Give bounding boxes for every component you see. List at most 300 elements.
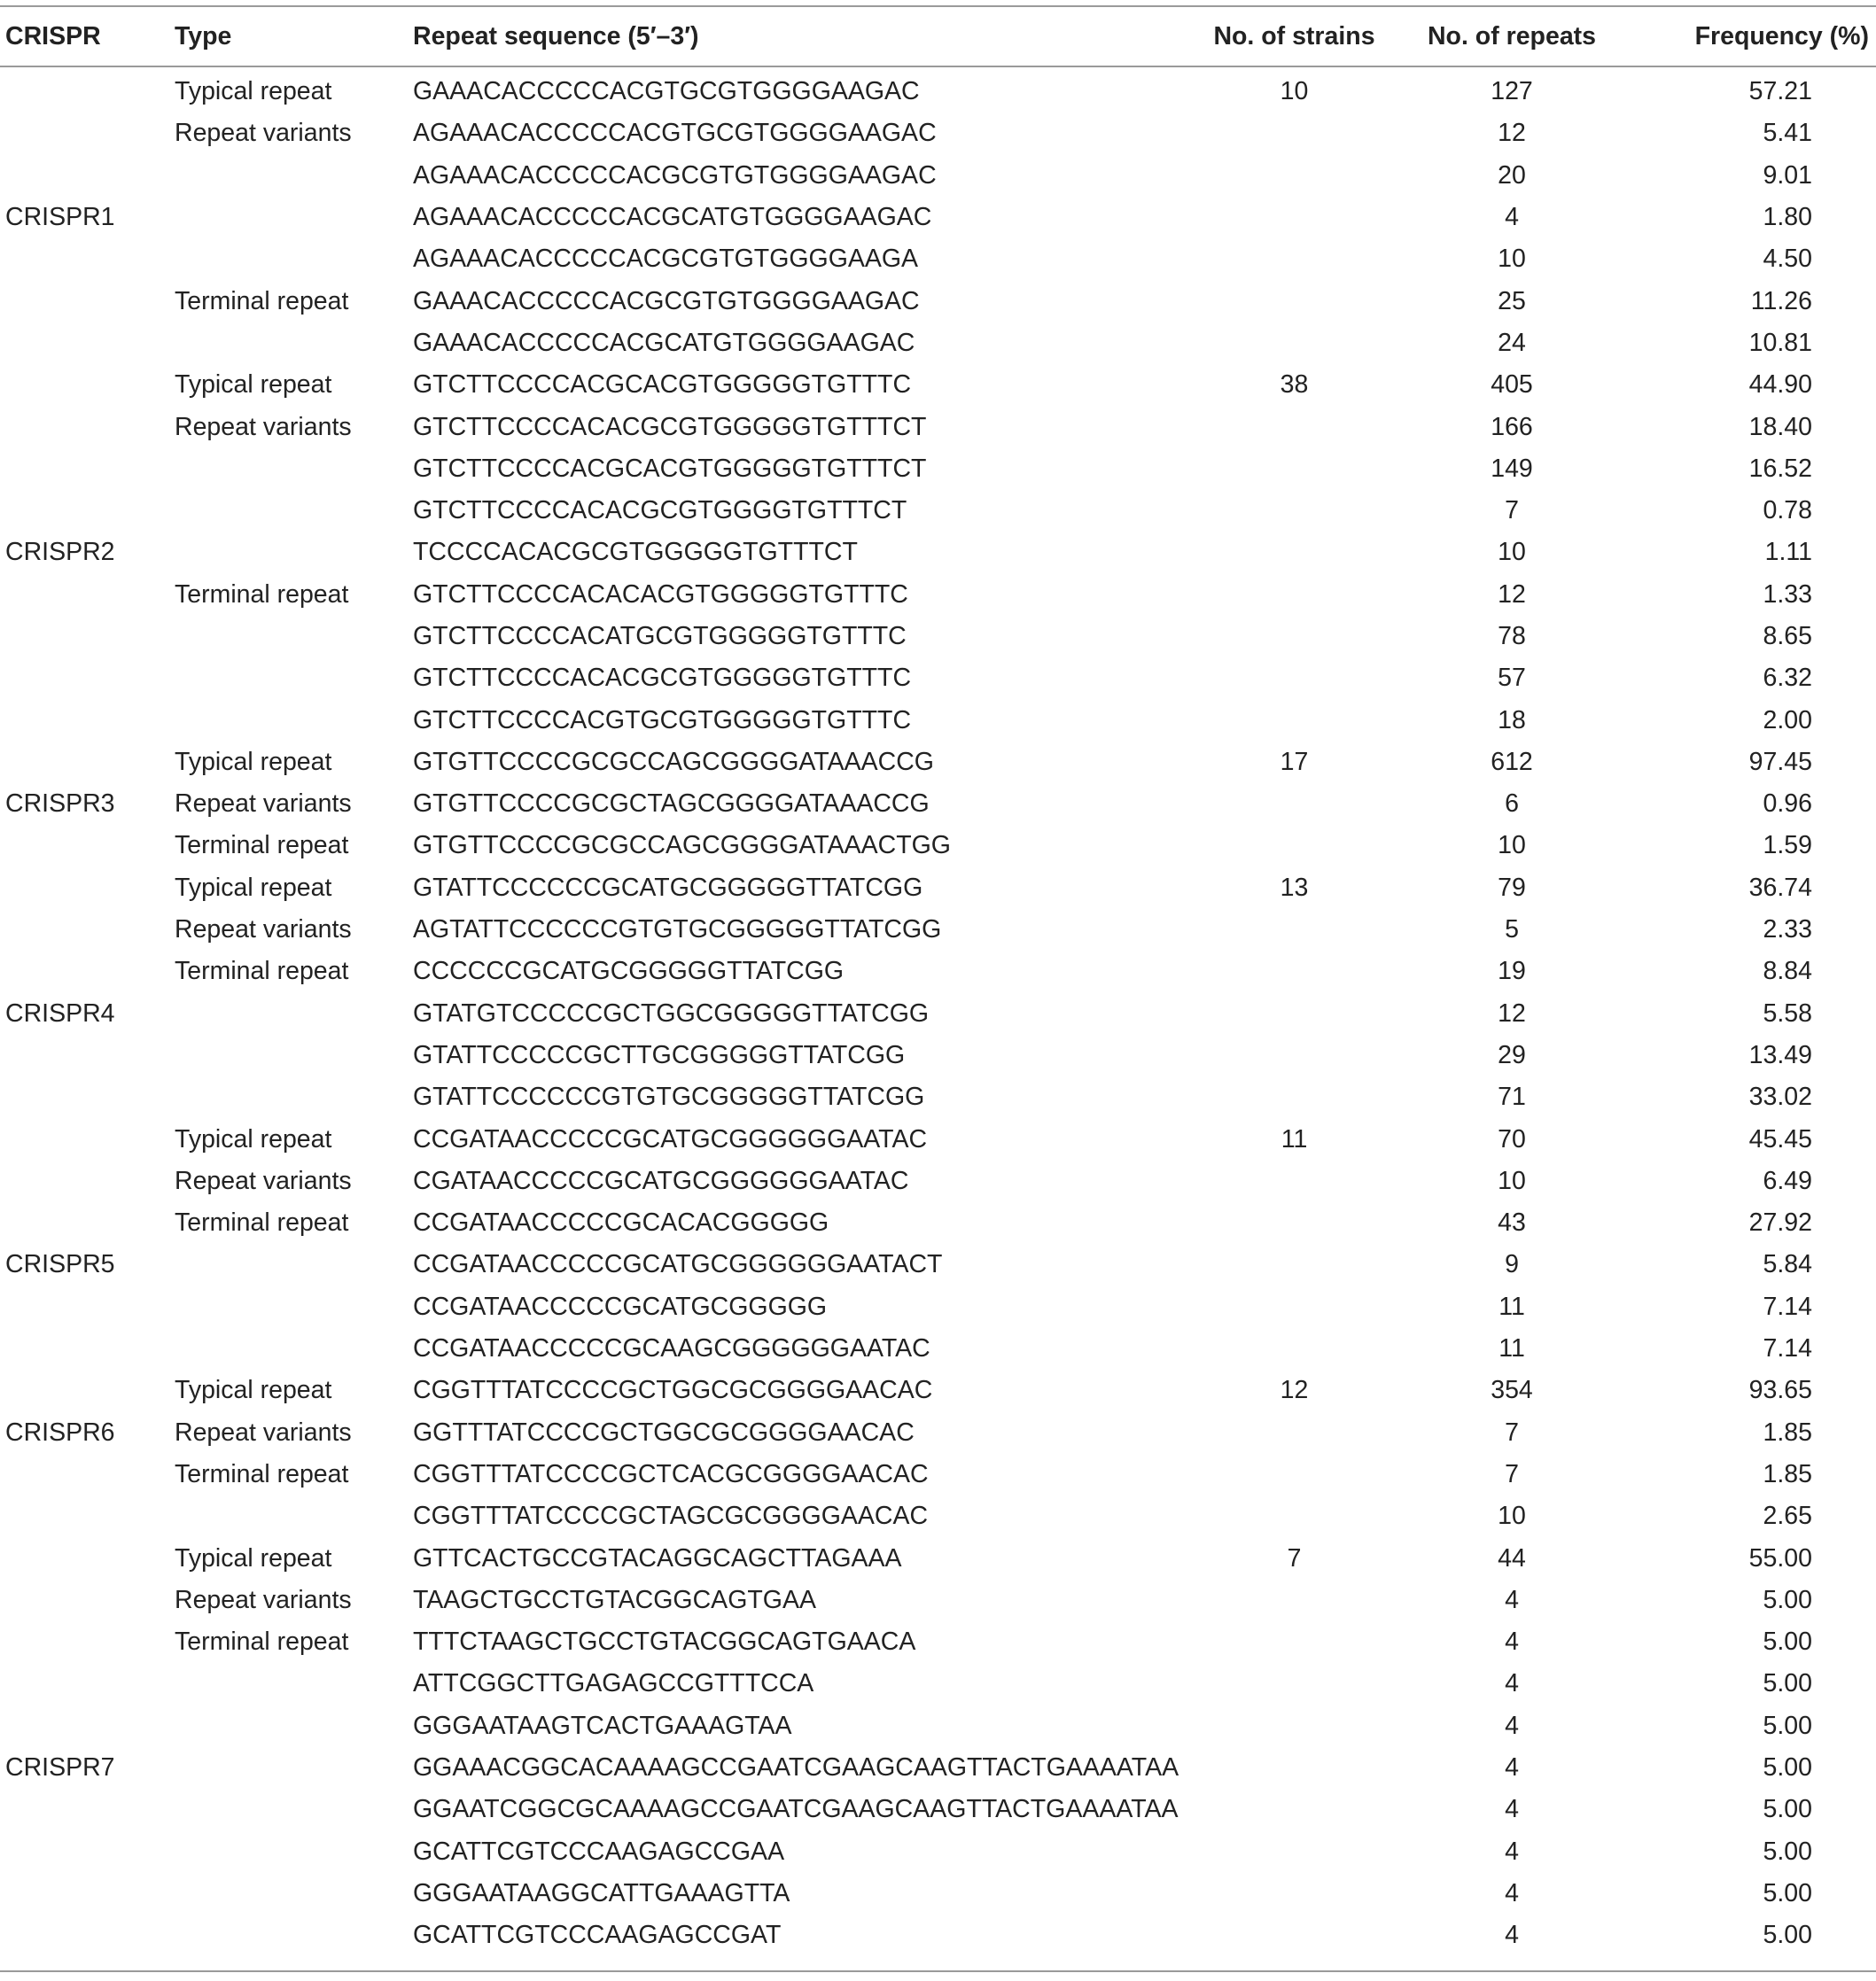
table-row xyxy=(0,322,1876,364)
cell-type xyxy=(175,1747,413,1789)
cell-repeats: 354 xyxy=(1491,1376,1533,1405)
cell-frequency: 6.49 xyxy=(1763,1166,1812,1195)
cell-type xyxy=(175,1873,413,1915)
table-row xyxy=(0,699,1876,741)
cell-frequency: 2.33 xyxy=(1763,915,1812,944)
cell-sequence: GGGAATAAGGCATTGAAAGTTA xyxy=(413,1878,790,1907)
cell-strains xyxy=(1186,1830,1403,1872)
cell-repeats: 4 xyxy=(1505,1921,1519,1950)
cell-repeats: 25 xyxy=(1498,286,1526,315)
cell-repeats: 71 xyxy=(1498,1083,1526,1112)
cell-type: Typical repeat xyxy=(175,873,332,902)
cell-repeats: 7 xyxy=(1505,1459,1519,1488)
cell-crispr xyxy=(0,71,175,113)
cell-repeats: 11 xyxy=(1498,1334,1525,1363)
cell-repeats: 70 xyxy=(1498,1124,1526,1154)
cell-sequence: AGTATTCCCCCCGTGTGCGGGGGTTATCGG xyxy=(413,915,942,944)
table-row xyxy=(0,742,1876,783)
cell-sequence: GTCTTCCCCACACGCGTGGGGGTGTTTC xyxy=(413,664,912,693)
cell-strains xyxy=(1186,113,1403,154)
cell-type xyxy=(175,1035,413,1076)
cell-crispr xyxy=(0,1118,175,1160)
cell-type xyxy=(175,1789,413,1830)
table-row xyxy=(0,1830,1876,1872)
cell-strains xyxy=(1186,1915,1403,1956)
cell-sequence: GTTCACTGCCGTACAGGCAGCTTAGAAA xyxy=(413,1543,902,1573)
cell-repeats: 6 xyxy=(1505,789,1519,819)
cell-repeats: 44 xyxy=(1498,1543,1526,1573)
cell-type: Repeat variants xyxy=(175,1585,352,1614)
cell-strains xyxy=(1186,1412,1403,1454)
cell-sequence: CGATAACCCCCGCATGCGGGGGGAATAC xyxy=(413,1166,909,1195)
table-row xyxy=(0,909,1876,951)
cell-strains xyxy=(1186,155,1403,197)
cell-sequence: TAAGCTGCCTGTACGGCAGTGAA xyxy=(413,1585,816,1614)
cell-type: Terminal repeat xyxy=(175,286,349,315)
col-header-type: Type xyxy=(175,22,232,50)
cell-repeats: 10 xyxy=(1498,538,1526,567)
cell-sequence: CCGATAACCCCCGCATGCGGGGGGAATAC xyxy=(413,1124,928,1154)
cell-crispr xyxy=(0,616,175,657)
cell-type xyxy=(175,197,413,238)
table-row xyxy=(0,1202,1876,1244)
cell-sequence: GTCTTCCCCACACACGTGGGGGTGTTTC xyxy=(413,579,908,609)
cell-repeats: 10 xyxy=(1498,1166,1526,1195)
cell-sequence: GCATTCGTCCCAAGAGCCGAA xyxy=(413,1837,785,1866)
cell-sequence: CCGATAACCCCCGCAAGCGGGGGGAATAC xyxy=(413,1334,930,1363)
col-header-frequency: Frequency (%) xyxy=(1694,22,1869,50)
cell-repeats: 5 xyxy=(1505,915,1519,944)
cell-sequence: GAAACACCCCCACGCATGTGGGGAAGAC xyxy=(413,328,915,357)
table-body xyxy=(0,66,1876,1956)
cell-type xyxy=(175,490,413,532)
cell-crispr xyxy=(0,1580,175,1621)
table-row xyxy=(0,616,1876,657)
cell-repeats: 149 xyxy=(1491,454,1533,483)
cell-sequence: GAAACACCCCCACGTGCGTGGGGAAGAC xyxy=(413,77,920,106)
cell-sequence: GTATTCCCCCCGTGTGCGGGGGTTATCGG xyxy=(413,1083,925,1112)
table-row xyxy=(0,1244,1876,1286)
col-header-crispr: CRISPR xyxy=(5,22,101,50)
cell-repeats: 29 xyxy=(1498,1040,1526,1069)
cell-strains xyxy=(1186,1454,1403,1495)
cell-sequence: GAAACACCCCCACGCGTGTGGGGAAGAC xyxy=(413,286,920,315)
cell-crispr xyxy=(0,1495,175,1537)
bottom-rule xyxy=(0,1970,1876,1972)
cell-type: Terminal repeat xyxy=(175,957,349,986)
cell-frequency: 10.81 xyxy=(1748,328,1812,357)
cell-type xyxy=(175,1328,413,1370)
cell-repeats: 78 xyxy=(1498,622,1526,650)
cell-frequency: 2.65 xyxy=(1763,1502,1812,1531)
cell-sequence: CGGTTTATCCCCGCTCACGCGGGGAACAC xyxy=(413,1459,929,1488)
cell-type: Terminal repeat xyxy=(175,1628,349,1657)
table-row xyxy=(0,1747,1876,1789)
cell-crispr xyxy=(0,1035,175,1076)
table-header xyxy=(0,8,1876,66)
table-row xyxy=(0,951,1876,992)
table-row xyxy=(0,1621,1876,1663)
cell-strains xyxy=(1186,322,1403,364)
col-header-strains: No. of strains xyxy=(1213,22,1375,50)
cell-strains: 11 xyxy=(1281,1124,1308,1154)
cell-crispr xyxy=(0,1830,175,1872)
cell-crispr xyxy=(0,742,175,783)
cell-repeats: 4 xyxy=(1505,1628,1519,1657)
cell-repeats: 10 xyxy=(1498,1502,1526,1531)
cell-crispr xyxy=(0,1873,175,1915)
cell-strains xyxy=(1186,783,1403,825)
top-rule xyxy=(0,5,1876,7)
cell-sequence: CCGATAACCCCCGCATGCGGGGGGAATACT xyxy=(413,1250,943,1279)
cell-frequency: 5.84 xyxy=(1763,1250,1812,1279)
cell-frequency: 18.40 xyxy=(1748,412,1812,441)
table-row xyxy=(0,825,1876,866)
cell-repeats: 24 xyxy=(1498,328,1526,357)
cell-strains xyxy=(1186,490,1403,532)
table-row xyxy=(0,783,1876,825)
cell-strains xyxy=(1186,1705,1403,1747)
cell-strains xyxy=(1186,699,1403,741)
cell-type xyxy=(175,1705,413,1747)
cell-strains xyxy=(1186,1202,1403,1244)
cell-crispr xyxy=(0,1915,175,1956)
cell-frequency: 13.49 xyxy=(1748,1040,1812,1069)
cell-sequence: AGAAACACCCCCACGCGTGTGGGGAAGAC xyxy=(413,160,937,190)
cell-sequence: GTCTTCCCCACGCACGTGGGGGTGTTTC xyxy=(413,370,912,400)
cell-strains xyxy=(1186,993,1403,1035)
cell-type xyxy=(175,1076,413,1118)
cell-type xyxy=(175,616,413,657)
cell-frequency: 93.65 xyxy=(1748,1376,1812,1405)
table-row xyxy=(0,1118,1876,1160)
cell-frequency: 5.00 xyxy=(1763,1628,1812,1657)
cell-sequence: GTCTTCCCCACGTGCGTGGGGGTGTTTC xyxy=(413,705,912,734)
cell-repeats: 4 xyxy=(1505,1711,1519,1740)
cell-sequence: GTGTTCCCCGCGCCAGCGGGGATAAACCG xyxy=(413,747,934,776)
table-row xyxy=(0,1286,1876,1328)
cell-frequency: 5.00 xyxy=(1763,1795,1812,1824)
cell-sequence: CCGATAACCCCCGCATGCGGGGG xyxy=(413,1292,828,1321)
cell-crispr xyxy=(0,951,175,992)
cell-strains xyxy=(1186,616,1403,657)
cell-sequence: CCCCCCGCATGCGGGGGTTATCGG xyxy=(413,957,845,986)
cell-type: Terminal repeat xyxy=(175,579,349,609)
cell-sequence: GTGTTCCCCGCGCCAGCGGGGATAAACTGG xyxy=(413,831,951,860)
cell-crispr xyxy=(0,1076,175,1118)
table-row xyxy=(0,1076,1876,1118)
table-row xyxy=(0,113,1876,154)
table-row xyxy=(0,1915,1876,1956)
cell-strains xyxy=(1186,1244,1403,1286)
table-row xyxy=(0,406,1876,447)
cell-crispr xyxy=(0,1161,175,1202)
cell-type: Repeat variants xyxy=(175,119,352,148)
cell-repeats: 612 xyxy=(1491,747,1533,776)
cell-repeats: 79 xyxy=(1498,873,1526,902)
cell-crispr xyxy=(0,1621,175,1663)
cell-frequency: 16.52 xyxy=(1748,454,1812,483)
table-row xyxy=(0,364,1876,406)
cell-crispr xyxy=(0,1454,175,1495)
cell-repeats: 18 xyxy=(1498,705,1526,734)
cell-repeats: 405 xyxy=(1491,370,1533,400)
cell-repeats: 12 xyxy=(1498,998,1526,1028)
cell-type xyxy=(175,448,413,490)
cell-strains xyxy=(1186,951,1403,992)
table-row xyxy=(0,993,1876,1035)
table-row xyxy=(0,238,1876,280)
cell-frequency: 33.02 xyxy=(1748,1083,1812,1112)
cell-frequency: 0.78 xyxy=(1763,496,1812,525)
table-row xyxy=(0,155,1876,197)
cell-crispr xyxy=(0,1328,175,1370)
cell-frequency: 5.00 xyxy=(1763,1669,1812,1698)
cell-sequence: GGGAATAAGTCACTGAAAGTAA xyxy=(413,1711,792,1740)
cell-repeats: 57 xyxy=(1498,664,1526,693)
cell-strains xyxy=(1186,1621,1403,1663)
cell-sequence: AGAAACACCCCCACGTGCGTGGGGAAGAC xyxy=(413,119,937,148)
cell-frequency: 7.14 xyxy=(1763,1292,1812,1321)
table-row xyxy=(0,1873,1876,1915)
cell-sequence: GGTTTATCCCCGCTGGCGCGGGGAACAC xyxy=(413,1418,915,1447)
cell-type: Typical repeat xyxy=(175,370,332,400)
cell-strains xyxy=(1186,1789,1403,1830)
cell-frequency: 7.14 xyxy=(1763,1334,1812,1363)
cell-repeats: 7 xyxy=(1505,1418,1519,1447)
cell-strains xyxy=(1186,1580,1403,1621)
cell-frequency: 44.90 xyxy=(1748,370,1812,400)
cell-crispr: CRISPR4 xyxy=(5,998,115,1028)
cell-strains: 12 xyxy=(1280,1376,1309,1405)
crispr-repeat-table xyxy=(0,8,1876,1956)
cell-strains xyxy=(1186,1161,1403,1202)
table-row xyxy=(0,532,1876,573)
cell-sequence: CCGATAACCCCCGCACACGGGGG xyxy=(413,1208,829,1238)
cell-strains xyxy=(1186,238,1403,280)
cell-crispr xyxy=(0,867,175,909)
cell-sequence: GTATGTCCCCCGCTGGCGGGGGTTATCGG xyxy=(413,998,930,1028)
table-row xyxy=(0,1705,1876,1747)
cell-strains xyxy=(1186,1076,1403,1118)
cell-crispr xyxy=(0,238,175,280)
cell-strains xyxy=(1186,909,1403,951)
cell-crispr: CRISPR7 xyxy=(5,1753,115,1783)
cell-type: Typical repeat xyxy=(175,77,332,106)
cell-repeats: 43 xyxy=(1498,1208,1526,1238)
cell-type: Terminal repeat xyxy=(175,1459,349,1488)
cell-strains xyxy=(1186,1663,1403,1705)
cell-crispr xyxy=(0,1370,175,1411)
cell-repeats: 166 xyxy=(1491,412,1533,441)
cell-type: Typical repeat xyxy=(175,747,332,776)
cell-crispr xyxy=(0,1789,175,1830)
cell-crispr xyxy=(0,280,175,322)
cell-strains: 7 xyxy=(1287,1543,1302,1573)
table-row xyxy=(0,1580,1876,1621)
table-row xyxy=(0,1495,1876,1537)
cell-sequence: TTTCTAAGCTGCCTGTACGGCAGTGAACA xyxy=(413,1628,916,1657)
col-header-sequence: Repeat sequence (5′–3′) xyxy=(413,22,699,50)
cell-strains xyxy=(1186,1035,1403,1076)
table-row xyxy=(0,1328,1876,1370)
cell-sequence: GTATTCCCCCGCTTGCGGGGGTTATCGG xyxy=(413,1040,906,1069)
cell-strains: 13 xyxy=(1280,873,1309,902)
cell-sequence: GTGTTCCCCGCGCTAGCGGGGATAAACCG xyxy=(413,789,930,819)
cell-repeats: 4 xyxy=(1505,1837,1519,1866)
cell-type xyxy=(175,1663,413,1705)
cell-repeats: 10 xyxy=(1498,831,1526,860)
cell-type xyxy=(175,657,413,699)
cell-sequence: TCCCCACACGCGTGGGGGTGTTTCT xyxy=(413,538,858,567)
cell-strains xyxy=(1186,1286,1403,1328)
cell-crispr: CRISPR3 xyxy=(5,789,115,819)
cell-type: Repeat variants xyxy=(175,412,352,441)
cell-frequency: 55.00 xyxy=(1748,1543,1812,1573)
cell-sequence: GGAATCGGCGCAAAAGCCGAATCGAAGCAAGTTACTGAAAATAA xyxy=(413,1795,1179,1824)
cell-strains: 10 xyxy=(1280,77,1309,106)
table-row xyxy=(0,448,1876,490)
table-row xyxy=(0,1663,1876,1705)
table-row xyxy=(0,1370,1876,1411)
cell-type xyxy=(175,1244,413,1286)
cell-repeats: 127 xyxy=(1491,77,1533,106)
cell-sequence: GCATTCGTCCCAAGAGCCGAT xyxy=(413,1921,782,1950)
cell-repeats: 4 xyxy=(1505,1669,1519,1698)
cell-crispr xyxy=(0,909,175,951)
cell-crispr xyxy=(0,406,175,447)
cell-frequency: 8.84 xyxy=(1763,957,1812,986)
cell-frequency: 1.11 xyxy=(1764,538,1812,567)
cell-strains xyxy=(1186,825,1403,866)
cell-crispr xyxy=(0,1663,175,1705)
table-row xyxy=(0,657,1876,699)
cell-type xyxy=(175,322,413,364)
cell-repeats: 7 xyxy=(1505,496,1519,525)
cell-frequency: 5.00 xyxy=(1763,1753,1812,1783)
cell-type xyxy=(175,1286,413,1328)
cell-type: Repeat variants xyxy=(175,1418,352,1447)
table-row xyxy=(0,490,1876,532)
table-row xyxy=(0,1537,1876,1579)
cell-crispr xyxy=(0,322,175,364)
cell-frequency: 1.85 xyxy=(1763,1459,1812,1488)
cell-strains xyxy=(1186,1495,1403,1537)
cell-frequency: 5.00 xyxy=(1763,1585,1812,1614)
cell-strains: 17 xyxy=(1280,747,1309,776)
cell-frequency: 11.26 xyxy=(1750,286,1812,315)
cell-sequence: GTCTTCCCCACACGCGTGGGGGTGTTTCT xyxy=(413,412,927,441)
cell-crispr xyxy=(0,699,175,741)
cell-frequency: 5.58 xyxy=(1763,998,1812,1028)
cell-type xyxy=(175,238,413,280)
cell-strains xyxy=(1186,197,1403,238)
cell-type xyxy=(175,1830,413,1872)
cell-sequence: CGGTTTATCCCCGCTGGCGCGGGGAACAC xyxy=(413,1376,933,1405)
cell-crispr xyxy=(0,657,175,699)
cell-frequency: 5.00 xyxy=(1763,1878,1812,1907)
cell-frequency: 27.92 xyxy=(1748,1208,1812,1238)
cell-type: Terminal repeat xyxy=(175,1208,349,1238)
cell-frequency: 36.74 xyxy=(1748,873,1812,902)
cell-repeats: 4 xyxy=(1505,1753,1519,1783)
cell-type xyxy=(175,1915,413,1956)
header-row xyxy=(0,8,1876,66)
cell-type xyxy=(175,532,413,573)
cell-sequence: GGAAACGGCACAAAAGCCGAATCGAAGCAAGTTACTGAAAATAA xyxy=(413,1753,1179,1783)
cell-sequence: AGAAACACCCCCACGCGTGTGGGGAAGA xyxy=(413,245,919,274)
cell-crispr xyxy=(0,155,175,197)
cell-type xyxy=(175,1495,413,1537)
cell-repeats: 4 xyxy=(1505,1585,1519,1614)
cell-strains xyxy=(1186,280,1403,322)
cell-frequency: 5.00 xyxy=(1763,1711,1812,1740)
cell-frequency: 9.01 xyxy=(1763,160,1812,190)
cell-strains xyxy=(1186,1873,1403,1915)
cell-repeats: 10 xyxy=(1498,245,1526,274)
cell-repeats: 11 xyxy=(1498,1292,1525,1321)
cell-frequency: 1.80 xyxy=(1763,203,1812,232)
cell-frequency: 4.50 xyxy=(1763,245,1812,274)
cell-crispr: CRISPR1 xyxy=(5,203,115,232)
cell-sequence: GTCTTCCCCACATGCGTGGGGGTGTTTC xyxy=(413,622,907,650)
table-row xyxy=(0,1454,1876,1495)
table-row xyxy=(0,867,1876,909)
col-header-repeats: No. of repeats xyxy=(1427,22,1597,50)
cell-frequency: 1.85 xyxy=(1763,1418,1812,1447)
cell-strains xyxy=(1186,448,1403,490)
cell-frequency: 6.32 xyxy=(1763,664,1812,693)
cell-type: Repeat variants xyxy=(175,1166,352,1195)
table-row xyxy=(0,1789,1876,1830)
cell-crispr xyxy=(0,1537,175,1579)
cell-crispr xyxy=(0,1286,175,1328)
cell-crispr xyxy=(0,490,175,532)
cell-repeats: 12 xyxy=(1498,119,1526,148)
cell-crispr xyxy=(0,825,175,866)
cell-frequency: 1.33 xyxy=(1763,579,1812,609)
cell-repeats: 4 xyxy=(1505,1878,1519,1907)
cell-strains xyxy=(1186,406,1403,447)
cell-sequence: AGAAACACCCCCACGCATGTGGGGAAGAC xyxy=(413,203,932,232)
table-row xyxy=(0,574,1876,616)
cell-crispr xyxy=(0,113,175,154)
cell-repeats: 4 xyxy=(1505,1795,1519,1824)
cell-frequency: 5.41 xyxy=(1763,119,1812,148)
table-row xyxy=(0,1412,1876,1454)
cell-crispr xyxy=(0,1705,175,1747)
cell-strains xyxy=(1186,574,1403,616)
cell-type: Typical repeat xyxy=(175,1376,332,1405)
cell-frequency: 5.00 xyxy=(1763,1921,1812,1950)
table-row xyxy=(0,280,1876,322)
cell-frequency: 1.59 xyxy=(1763,831,1812,860)
cell-type xyxy=(175,993,413,1035)
cell-type: Typical repeat xyxy=(175,1543,332,1573)
cell-sequence: GTATTCCCCCCGCATGCGGGGGTTATCGG xyxy=(413,873,923,902)
cell-frequency: 2.00 xyxy=(1763,705,1812,734)
cell-sequence: ATTCGGCTTGAGAGCCGTTTCCA xyxy=(413,1669,814,1698)
table-row xyxy=(0,197,1876,238)
cell-strains: 38 xyxy=(1280,370,1309,400)
cell-repeats: 19 xyxy=(1498,957,1526,986)
cell-sequence: GTCTTCCCCACACGCGTGGGGTGTTTCT xyxy=(413,496,907,525)
cell-strains xyxy=(1186,1328,1403,1370)
cell-crispr xyxy=(0,1202,175,1244)
cell-crispr xyxy=(0,574,175,616)
cell-sequence: GTCTTCCCCACGCACGTGGGGGTGTTTCT xyxy=(413,454,927,483)
cell-type: Repeat variants xyxy=(175,789,352,819)
